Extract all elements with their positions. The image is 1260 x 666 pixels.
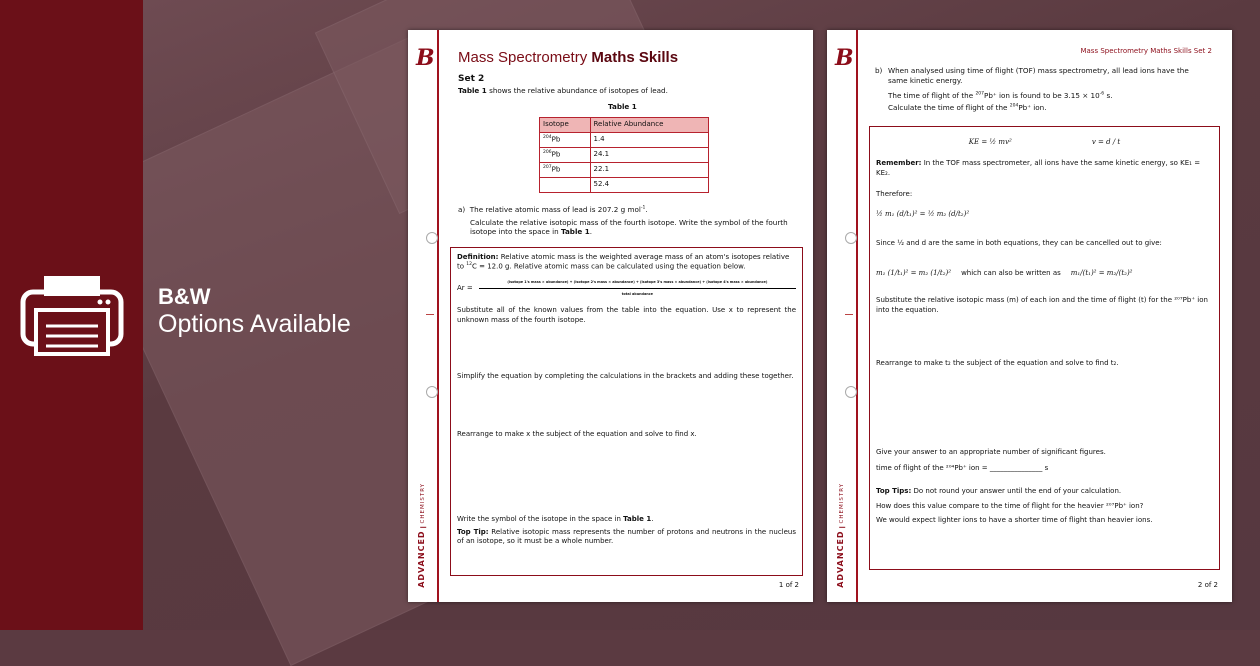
table-row: $^{204}$Pb 1.4 bbox=[540, 133, 709, 148]
intro-text: Table 1 shows the relative abundance of isotopes of lead. bbox=[458, 86, 668, 95]
therefore: Therefore: bbox=[876, 190, 913, 199]
top-tip: Top Tip: Relative isotopic mass represents the number of protons and neutrons in the nucleus of an isotope, so it must be a whole number. bbox=[457, 527, 796, 546]
printer-icon bbox=[20, 270, 124, 358]
answer-line[interactable]: time of flight of the ²⁰⁴Pb⁺ ion = _______________ s bbox=[876, 463, 1049, 472]
brand-logo-icon: B bbox=[835, 45, 854, 71]
set-label: Set 2 bbox=[458, 74, 485, 84]
fold-mark bbox=[426, 314, 434, 315]
question-a: a) The relative atomic mass of lead is 207.2 g mol$^{-1}$. Calculate the relative isotopic mass of the fourth isotope. Write the symbol of the fourth isotope into the space in Table 1. bbox=[458, 205, 788, 237]
remember: Remember: In the TOF mass spectrometer, all ions have the same kinetic energy, so KE₁ = KE₂. bbox=[876, 159, 1201, 177]
margin-rule bbox=[856, 30, 858, 602]
step-symbol: Write the symbol of the isotope in the space in Table 1. bbox=[457, 515, 654, 524]
step-simplify: Simplify the equation by completing the calculations in the brackets and adding these together. bbox=[457, 372, 794, 381]
margin-rule bbox=[437, 30, 439, 602]
working-box bbox=[450, 247, 803, 576]
ar-equation: Ar = (isotope 1's mass × abundance) + (isotope 2's mass × abundance) + (isotope 3's mass × abundance) + (isotope 4's mass × abundance) total abundance bbox=[457, 280, 796, 296]
brand-vertical: ADVANCEDCHEMISTRY bbox=[836, 483, 846, 588]
step-substitute: Substitute all of the known values from the table into the equation. Use x to represent the unknown mass of the fourth isotope. bbox=[457, 306, 796, 324]
page-title: Mass Spectrometry Maths Skills bbox=[458, 49, 679, 66]
brand-logo-icon: B bbox=[416, 45, 435, 71]
page-number: 2 of 2 bbox=[1197, 580, 1218, 589]
table-header: Relative Abundance bbox=[590, 118, 709, 133]
ke-equality: ½ m₁ (d/t₁)² = ½ m₂ (d/t₂)² bbox=[876, 209, 970, 218]
expectation-text: We would expect lighter ions to have a shorter time of flight than heavier ions. bbox=[876, 516, 1153, 525]
worksheet-page-1 bbox=[408, 30, 813, 602]
punch-hole bbox=[845, 232, 857, 244]
definition: Definition: Relative atomic mass is the weighted average mass of an atom's isotopes relative to $^{12}$C = 12.0 g. Relative atomic mass can be calculated using the equation below. bbox=[457, 253, 790, 271]
page-number: 1 of 2 bbox=[778, 580, 799, 589]
table-row: $^{207}$Pb 22.1 bbox=[540, 163, 709, 178]
running-header: Mass Spectrometry Maths Skills Set 2 bbox=[1080, 47, 1212, 55]
table-header: Isotope bbox=[540, 118, 591, 133]
bw-title: B&W bbox=[158, 284, 211, 309]
table-row: 52.4 bbox=[540, 178, 709, 193]
since-text: Since ½ and d are the same in both equations, they can be cancelled out to give: bbox=[876, 239, 1162, 248]
brand-vertical: ADVANCEDCHEMISTRY bbox=[417, 483, 427, 588]
fold-mark bbox=[845, 314, 853, 315]
table-caption: Table 1 bbox=[608, 102, 637, 111]
punch-hole bbox=[426, 232, 438, 244]
table-row: $^{206}$Pb 24.1 bbox=[540, 148, 709, 163]
worksheet-page-2 bbox=[827, 30, 1232, 602]
step-rearrange: Rearrange to make t₂ the subject of the equation and solve to find t₂. bbox=[876, 358, 1119, 367]
punch-hole bbox=[845, 386, 857, 398]
working-box bbox=[869, 126, 1220, 570]
step-rearrange: Rearrange to make x the subject of the equation and solve to find x. bbox=[457, 429, 697, 438]
equations: KE = ½ mv² v = d / t bbox=[968, 138, 1121, 146]
cancel-equation: m₁ (1/t₁)² = m₂ (1/t₂)² which can also be written as m₁/(t₁)² = m₂/(t₂)² bbox=[876, 268, 1133, 277]
question-b: b) When analysed using time of flight (TOF) mass spectrometry, all lead ions have the same kinetic energy. The time of flight of the $^{207}$Pb⁺ ion is found to be $3.15 \times 10^{-6}$ s. Calculate the time of flight of the $^{204}$Pb⁺ ion. bbox=[875, 66, 1189, 113]
bw-options-label bbox=[158, 284, 351, 339]
isotope-table bbox=[539, 117, 709, 193]
punch-hole bbox=[426, 386, 438, 398]
blank-isotope-cell[interactable] bbox=[540, 178, 591, 193]
top-tips: Top Tips: Do not round your answer until the end of your calculation. bbox=[876, 487, 1122, 496]
sig-fig-instruction: Give your answer to an appropriate number of significant figures. bbox=[876, 448, 1106, 457]
compare-question: How does this value compare to the time of flight for the heavier ²⁰⁷Pb⁺ ion? bbox=[876, 501, 1144, 510]
bw-subtitle: Options Available bbox=[158, 310, 351, 338]
step-substitute: Substitute the relative isotopic mass (m) of each ion and the time of flight (t) for the ²⁰⁷Pb⁺ ion into the equation. bbox=[876, 296, 1208, 314]
